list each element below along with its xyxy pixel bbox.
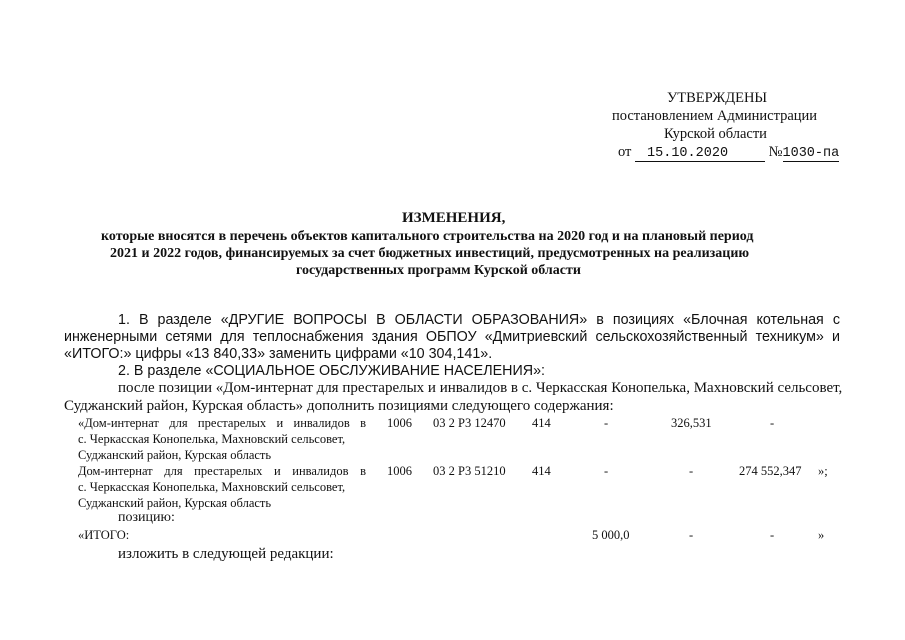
- title-subtitle-2: 2021 и 2022 годов, финансируемых за счет бюджетных инвестиций, предусмотренных на реализацию: [110, 246, 750, 261]
- number-prefix: №: [768, 144, 783, 160]
- row-name-line-3: Суджанский район, Курская область: [78, 448, 272, 462]
- row-value-2022: 274 552,347: [739, 464, 802, 478]
- row-end-quote: »;: [818, 464, 828, 478]
- title-subtitle-1: которые вносятся в перечень объектов капитального строительства на 2020 год и на плановый период: [101, 229, 754, 244]
- total-value-2021: -: [689, 528, 694, 542]
- section-1-line-1: 1. В разделе «ДРУГИЕ ВОПРОСЫ В ОБЛАСТИ ОБРАЗОВАНИЯ» в позициях «Блочная котельная с: [118, 312, 840, 328]
- row-code: 03 2 Р3 12470: [433, 416, 506, 430]
- approval-heading: УТВЕРЖДЕНЫ: [667, 90, 768, 106]
- position-label: позицию:: [118, 510, 175, 525]
- total-label: «ИТОГО:: [78, 528, 130, 542]
- row-name-line-1: Дом-интернат для престарелых и инвалидов в: [78, 464, 366, 478]
- approval-line-2: Курской области: [664, 126, 767, 142]
- closing-text: изложить в следующей редакции:: [118, 546, 334, 562]
- row-name-line-1: «Дом-интернат для престарелых и инвалидов в: [78, 416, 366, 430]
- section-1-line-3: «ИТОГО:» цифры «13 840,33» заменить цифрами «10 304,141».: [64, 346, 493, 362]
- row-value-2021: 326,531: [671, 416, 712, 430]
- row-value-2022: -: [770, 416, 775, 430]
- section-2-line-3: Суджанский район, Курская область» дополнить позициями следующего содержания:: [64, 398, 614, 414]
- row-value-2021: -: [689, 464, 694, 478]
- section-2-line-1: 2. В разделе «СОЦИАЛЬНОЕ ОБСЛУЖИВАНИЕ НАСЕЛЕНИЯ»:: [118, 363, 545, 379]
- row-name-line-3: Суджанский район, Курская область: [78, 496, 272, 510]
- approval-date: 15.10.2020: [635, 147, 765, 162]
- row-name-line-2: с. Черкасская Конопелька, Махновский сельсовет,: [78, 432, 346, 446]
- approval-date-line: [618, 144, 839, 162]
- row-value-2020: -: [604, 464, 609, 478]
- total-end-quote: »: [818, 528, 825, 542]
- title-subtitle-3: государственных программ Курской области: [296, 263, 581, 278]
- row-type: 414: [532, 464, 551, 478]
- document-title: ИЗМЕНЕНИЯ,: [402, 210, 506, 226]
- row-type: 414: [532, 416, 551, 430]
- approval-line-1: постановлением Администрации: [612, 108, 818, 124]
- row-section: 1006: [387, 464, 412, 478]
- section-1-line-2: инженерными сетями для теплоснабжения здания ОБПОУ «Дмитриевский сельскохозяйственный техникум» и: [64, 329, 840, 345]
- row-value-2020: -: [604, 416, 609, 430]
- row-code: 03 2 Р3 51210: [433, 464, 506, 478]
- approval-number: 1030-па: [782, 146, 840, 161]
- date-prefix: от: [618, 144, 632, 160]
- row-section: 1006: [387, 416, 412, 430]
- total-value-2020: 5 000,0: [592, 528, 630, 542]
- total-value-2022: -: [770, 528, 775, 542]
- row-name-line-2: с. Черкасская Конопелька, Махновский сельсовет,: [78, 480, 346, 494]
- section-2-line-2: после позиции «Дом-интернат для престарелых и инвалидов в с. Черкасская Конопелька, Махновский сельсовет,: [118, 380, 843, 396]
